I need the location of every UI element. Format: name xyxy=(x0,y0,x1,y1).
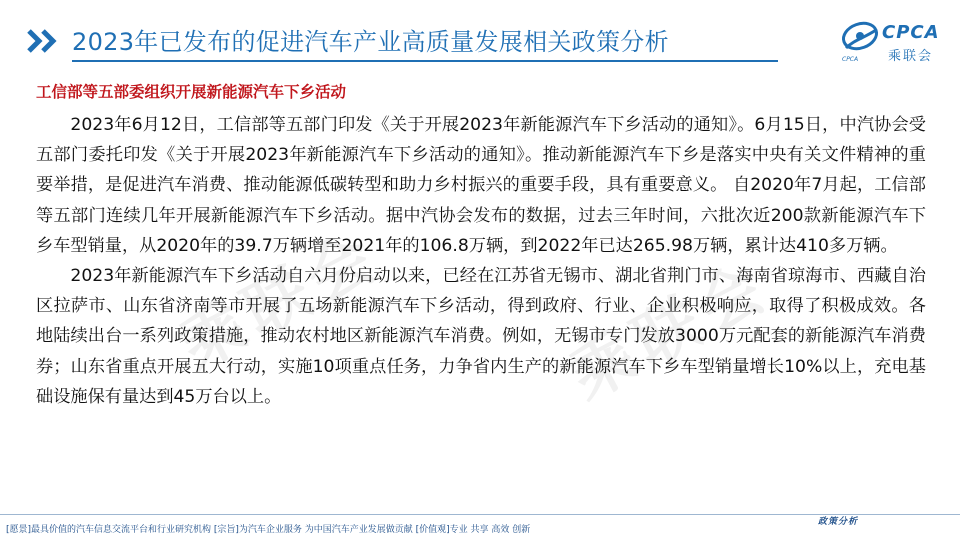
footer-mission: [愿景]最具价值的汽车信息交流平台和行业研究机构 [宗旨]为汽车企业服务 为中国汽车产业发展做贡献 [价值观]专业 共享 高效 创新 xyxy=(6,525,531,535)
footer-section-label: 政策分析 xyxy=(818,517,859,527)
logo-text: CPCA xyxy=(882,22,940,43)
cpca-logo xyxy=(838,18,950,64)
logo-sub-text: CPCA xyxy=(842,56,859,63)
logo-cn-text: 乘联会 xyxy=(888,49,934,64)
title-underline xyxy=(72,60,778,62)
paragraph: 2023年新能源汽车下乡活动自六月份启动以来，已经在江苏省无锡市、湖北省荆门市、海南省琼海市、西藏自治区拉萨市、山东省济南等市开展了五场新能源汽车下乡活动，得到政府、行业、企业积极响应，取得了积极成效。各地陆续出台一系列政策措施，推动农村地区新能源汽车消费。例如，无锡市专门发放3000万元配套的新能源汽车消费券；山东省重点开展五大行动，实施10项重点任务，力争省内生产的新能源汽车下乡车型销量增长10%以上，充电基础设施保有量达到45万台以上。 xyxy=(36,266,926,407)
footer-divider xyxy=(0,514,960,515)
slide-header xyxy=(0,0,960,70)
watermark-text: 乘联会 xyxy=(168,217,394,385)
double-chevron-icon xyxy=(26,28,66,54)
paragraph: 2023年6月12日，工信部等五部门印发《关于开展2023年新能源汽车下乡活动的通知》。6月15日，中汽协会受五部门委托印发《关于开展2023年新能源汽车下乡活动的通知》。推动新能源汽车下乡是落实中央有关文件精神的重要举措，是促进汽车消费、推动能源低碳转型和助力乡村振兴的重要手段，具有重要意义。 自2020年7月起，工信部等五部门连续几年开展新能源汽车下乡活动。据中汽协会发布的数据，过去三年时间，六批次近200款新能源汽车下乡车型销量，从2020年的39.7万辆增至2021年的106.8万辆，到2022年已达265.98万辆，累计达410多万辆。 xyxy=(36,115,926,256)
page-title: 2023年已发布的促进汽车产业高质量发展相关政策分析 xyxy=(72,28,669,56)
watermark-text: 乘联会 xyxy=(558,247,784,415)
section-subtitle: 工信部等五部委组织开展新能源汽车下乡活动 xyxy=(36,83,347,101)
body-text xyxy=(36,110,926,412)
